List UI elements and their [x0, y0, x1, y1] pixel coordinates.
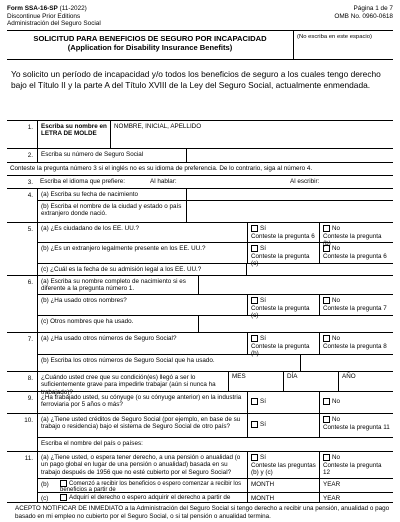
q11a-yes-checkbox[interactable] [251, 454, 258, 461]
birth-name-input[interactable] [198, 276, 393, 294]
q11c-label: Adquirí el derecho o espero adquirir el derecho a partir de [69, 494, 231, 502]
q5-row [7, 223, 393, 276]
q4b-label: (b) Escriba el nombre de la ciudad y estado o país extranjero donde nació. [41, 203, 182, 218]
office-use-note: (No escriba en este espacio) [297, 34, 372, 40]
page-info-block [334, 5, 393, 20]
q1-number: 1. [27, 124, 33, 131]
q7a-yes-checkbox[interactable] [251, 335, 258, 342]
q7a-yes-label: Sí [260, 335, 266, 343]
q11a-yes-label: Sí [260, 454, 266, 462]
q6b-yes-instruction: Conteste la pregunta (c) [251, 304, 310, 319]
q3-row [7, 176, 393, 189]
q10-number: 10. [24, 417, 33, 424]
q5a-yes-label: Sí [260, 225, 266, 233]
q7-row [7, 333, 393, 372]
q11b-month-caption: MONTH [251, 481, 275, 488]
q10a-no-option[interactable] [319, 414, 393, 437]
q9-yes-label: Sí [260, 398, 266, 406]
q5a-yes-option[interactable] [247, 223, 319, 242]
q5b-no-label: No [332, 245, 341, 253]
q6b-no-label: No [332, 297, 341, 305]
q9-yes-checkbox[interactable] [251, 398, 258, 405]
onset-day-caption: DÍA [287, 373, 298, 380]
q11a-yes-option[interactable] [247, 452, 319, 478]
q9-yes-option[interactable] [247, 392, 319, 413]
q3-label: Escriba el idioma que prefiere: [40, 178, 126, 185]
q10a-yes-option[interactable] [247, 414, 319, 437]
q11a-no-instruction: Conteste la pregunta 12 [323, 461, 382, 476]
q5a-no-label: No [332, 225, 341, 233]
q11a-yes-instruction: Conteste las preguntas (b) y (c) [251, 461, 316, 476]
speak-caption: Al hablar: [150, 178, 177, 185]
q11c-year-caption: YEAR [323, 495, 341, 502]
q6-number: 6. [27, 279, 33, 286]
form-header [7, 0, 393, 30]
q11-row [7, 452, 393, 503]
q5b-yes-option[interactable] [247, 243, 319, 267]
form-date: (11-2022) [59, 5, 87, 12]
q11b-year-input[interactable] [319, 479, 393, 492]
q11b-label: Comenzó a recibir los beneficios o espero comenzar a recibir los beneficios a partir de [60, 481, 242, 494]
q11c-month-caption: MONTH [251, 495, 275, 502]
q10b-label: Escriba el nombre del país o países: [41, 440, 143, 447]
q5a-no-instruction: Conteste la pregunta (b) [323, 232, 382, 247]
q10a-label: (a) ¿Tiene usted créditos de Seguro Social (por ejemplo, en base de su trabajo o residencia) bajo el sistema de Seguro Social de otro país? [41, 416, 241, 431]
language-speak-input[interactable] [147, 176, 287, 188]
q2-label: Escriba su número de Seguro Social [41, 151, 144, 158]
form-title [7, 31, 294, 59]
form-id: Form SSA-16-SP [7, 5, 58, 12]
onset-day-input[interactable] [283, 372, 338, 391]
q11a-no-option[interactable] [319, 452, 393, 478]
q7a-yes-option[interactable] [247, 333, 319, 357]
q9-number: 9. [27, 395, 33, 402]
q11b-option[interactable] [58, 479, 247, 492]
q7a-no-checkbox[interactable] [323, 335, 330, 342]
page-number: Página 1 de 7 [353, 5, 393, 12]
q6b-yes-option[interactable] [247, 295, 319, 319]
prior-editions: Discontinue Prior Editions [7, 12, 81, 20]
form-page [7, 0, 393, 518]
q8-label: ¿Cuándo usted cree que su condición(es) llegó a ser lo suficientemente grave para impedirle trabajar (aún si nunca ha trabajado)? [41, 374, 216, 396]
title-line1: SOLICITUD PARA BENEFICIOS DE SEGURO POR INCAPACIDAD [33, 34, 267, 43]
birth-place-input[interactable] [186, 201, 393, 222]
q1-label: Escriba su nombre en LETRA DE MOLDE [41, 123, 107, 138]
intro-statement: Yo solicito un período de incapacidad y/o todos los beneficios de seguro a los cuales tengo derecho bajo el Título II y la parte A del Título XVIII de la Ley del Seguro Social, actualmente enmendada. [7, 60, 393, 121]
q9-label: ¿Ha trabajado usted, su cónyuge (o su cónyuge anterior) en la industria ferroviaria por 5 años o más? [41, 394, 242, 409]
q6b-yes-label: Sí [260, 297, 266, 305]
q6b-label: (b) ¿Ha usado otros nombres? [41, 297, 127, 304]
q6-row [7, 276, 393, 333]
q5a-no-checkbox[interactable] [323, 225, 330, 232]
q10-row [7, 414, 393, 452]
q1-row [7, 121, 393, 149]
q11-number: 11. [24, 455, 33, 462]
q6b-yes-checkbox[interactable] [251, 297, 258, 304]
q11a-no-label: No [332, 454, 341, 462]
q6b-no-option[interactable] [319, 295, 393, 315]
q5a-label: (a) ¿Es ciudadano de los EE. UU.? [41, 225, 139, 232]
q11b-checkbox[interactable] [60, 480, 67, 487]
other-ssn-input[interactable] [300, 355, 393, 371]
q4-row [7, 189, 393, 223]
q9-no-label: No [332, 398, 341, 406]
q10a-no-instruction: Conteste la pregunta 11 [323, 423, 390, 431]
q5a-no-option[interactable] [319, 223, 393, 247]
q11b-month-input[interactable] [247, 479, 319, 492]
q8-row [7, 372, 393, 396]
other-names-input[interactable] [198, 316, 393, 333]
q5b-no-checkbox[interactable] [323, 245, 330, 252]
q7a-no-instruction: Conteste la pregunta 8 [323, 342, 387, 350]
q7b-label: (b) Escriba los otros números de Seguro Social que ha usado. [41, 357, 215, 364]
write-caption: Al escribir: [290, 178, 320, 185]
acceptance-statement: ACEPTO NOTIFICAR DE INMEDIATO a la Administración del Seguro Social si tengo derecho a recibir una pensión, anualidad o pago basado en mi empleo no cubierto por el Seguro Social, o si tal pensión o anualidad termina. [15, 505, 390, 520]
q4a-label: (a) Escriba su fecha de nacimiento [41, 191, 138, 198]
onset-month-input[interactable] [228, 372, 283, 391]
q3-instruction: Conteste la pregunta número 3 si el inglés no es su idioma de preferencia. De lo contrario, siga al número 4. [7, 163, 393, 176]
q5b-no-instruction: Conteste la pregunta 6 [323, 252, 387, 260]
q7a-label: (a) ¿Ha usado otros números de Seguro Social? [41, 335, 177, 342]
admission-date-input[interactable] [246, 264, 393, 276]
countries-input[interactable] [38, 438, 393, 451]
q11a-no-checkbox[interactable] [323, 454, 330, 461]
q7a-no-label: No [332, 335, 341, 343]
q4-number: 4. [27, 192, 33, 199]
title-line2: (Application for Disability Insurance Benefits) [67, 43, 233, 52]
q5b-yes-label: Sí [260, 245, 266, 253]
q8-number: 8. [27, 375, 33, 382]
onset-year-caption: AÑO [342, 373, 356, 380]
q9-no-option[interactable] [319, 392, 393, 413]
q5-number: 5. [27, 226, 33, 233]
q11c-month-input[interactable] [247, 493, 319, 503]
q5b-yes-instruction: Conteste la pregunta (c) [251, 252, 310, 267]
q6b-no-checkbox[interactable] [323, 297, 330, 304]
q11c-marker: (c) [41, 495, 49, 502]
birth-date-input[interactable] [186, 189, 393, 200]
name-input[interactable] [110, 121, 393, 148]
q9-row [7, 392, 393, 414]
q5b-label: (b) ¿Es un extranjero legalmente presente en los EE. UU.? [41, 245, 206, 252]
ssn-input[interactable] [186, 149, 393, 162]
q6c-label: (c) Otros nombres que ha usado. [41, 318, 134, 325]
q5c-label: (c) ¿Cuál es la fecha de su admisión legal a los EE. UU.? [41, 266, 202, 273]
q7-number: 7. [27, 336, 33, 343]
onset-month-caption: MES [232, 373, 246, 380]
q7a-no-option[interactable] [319, 333, 393, 354]
q2-row [7, 149, 393, 163]
q11c-option[interactable] [58, 493, 247, 503]
q5a-yes-checkbox[interactable] [251, 225, 258, 232]
omb-number: OMB No. 0960-0618 [334, 12, 393, 20]
q11c-checkbox[interactable] [60, 494, 67, 501]
q6b-no-instruction: Conteste la pregunta 7 [323, 304, 387, 312]
language-write-input[interactable] [287, 176, 393, 188]
q9-no-checkbox[interactable] [323, 398, 330, 405]
q11b-marker: (b) [41, 481, 49, 488]
q6a-label: (a) Escriba su nombre completo de nacimiento si es diferente a la pregunta número 1. [41, 278, 186, 293]
q5b-no-option[interactable] [319, 243, 393, 263]
title-row [7, 30, 393, 60]
q11a-label: (a) ¿Tiene usted, o espera tener derecho, a una pensión o anualidad (o un pago global en lugar de una pensión o anualidad) basada en su trabajo después de 1956 que no esté cubierto por el Seguro Social? [41, 454, 241, 476]
form-id-block [7, 5, 101, 28]
onset-year-input[interactable] [338, 372, 393, 391]
q2-number: 2. [27, 152, 33, 159]
q10a-no-checkbox[interactable] [323, 416, 330, 423]
q10a-no-label: No [332, 416, 341, 424]
agency-name: Administración del Seguro Social [7, 20, 101, 28]
name-field-caption: NOMBRE, INICIAL, APELLIDO [114, 123, 202, 130]
q11c-year-input[interactable] [319, 493, 393, 503]
q3-number: 3. [27, 179, 33, 186]
q5b-yes-checkbox[interactable] [251, 245, 258, 252]
q10a-yes-label: Sí [260, 421, 266, 429]
q5a-yes-instruction: Conteste la pregunta 6 [251, 232, 315, 240]
q7a-yes-instruction: Conteste la pregunta (b) [251, 342, 310, 357]
q11b-year-caption: YEAR [323, 481, 341, 488]
q10a-yes-checkbox[interactable] [251, 421, 258, 428]
